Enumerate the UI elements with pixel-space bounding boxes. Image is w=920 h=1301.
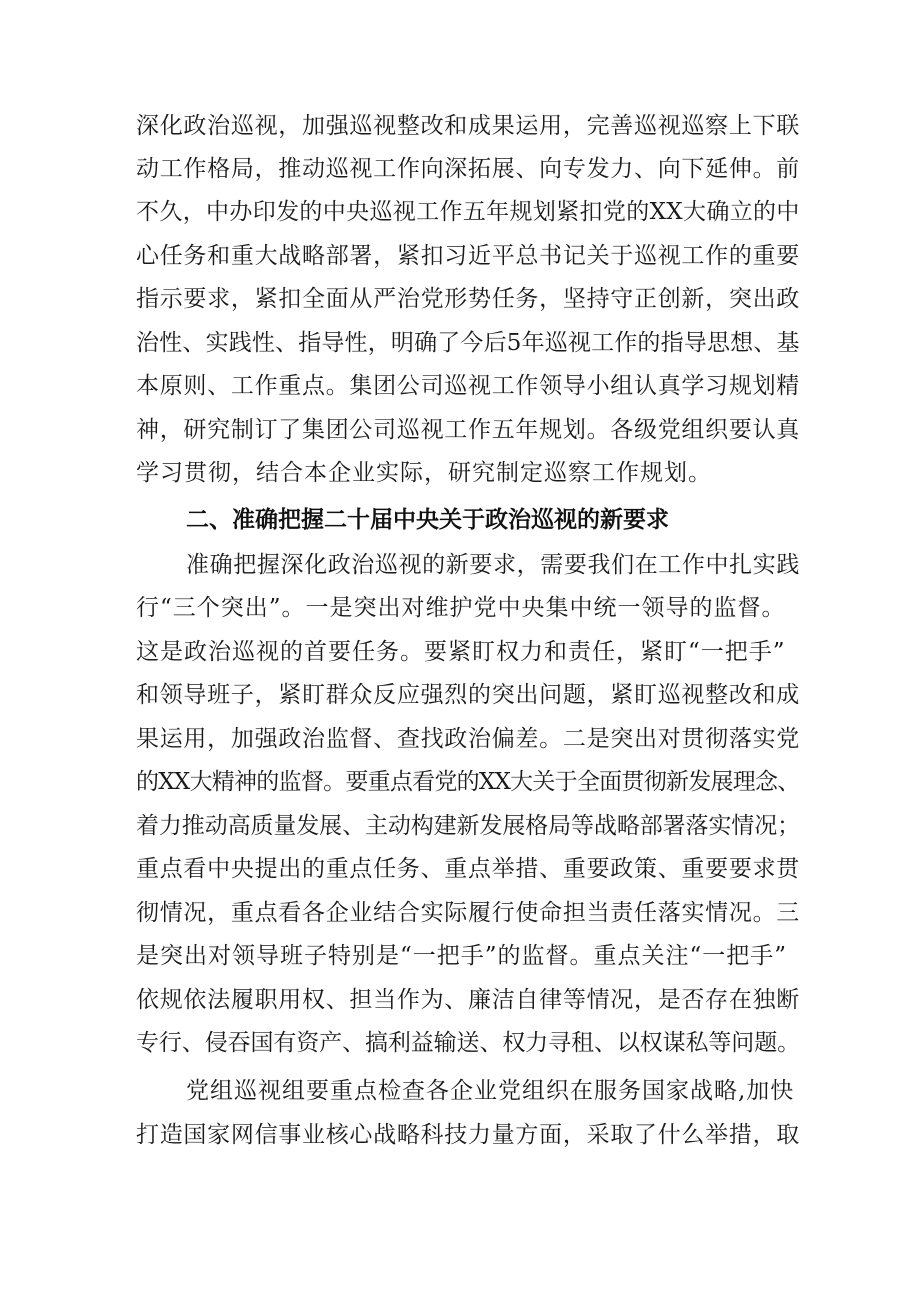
text-line: 依规依法履职用权、担当作为、廉洁自律等情况，是否存在独断: [136, 987, 800, 1013]
text-line: 本原则、工作重点。集团公司巡视工作领导小组认真学习规划精: [136, 373, 800, 399]
text-line: 是突出对领导班子特别是“一把手”的监督。重点关注“一把手”: [136, 943, 788, 969]
text-line: 心任务和重大战略部署，紧扣习近平总书记关于巡视工作的重要: [136, 243, 800, 269]
text-line: 学习贯彻，结合本企业实际，研究制定巡察工作规划。: [136, 460, 712, 486]
text-line: 治性、实践性、指导性，明确了今后5年巡视工作的指导思想、基: [136, 330, 800, 356]
text-line: 彻情况，重点看各企业结合实际履行使命担当责任落实情况。三: [136, 900, 800, 926]
text-line: 着力推动高质量发展、主动构建新发展格局等战略部署落实情况；: [136, 813, 801, 839]
text-line: 的XX大精神的监督。要重点看党的XX大关于全面贯彻新发展理念、: [136, 769, 800, 795]
text-line: 不久，中办印发的中央巡视工作五年规划紧扣党的XX大确立的中: [136, 199, 800, 225]
text-line: 重点看中央提出的重点任务、重点举措、重要政策、重要要求贯: [136, 856, 800, 882]
text-line: 这是政治巡视的首要任务。要紧盯权力和责任，紧盯“一把手”: [136, 639, 786, 665]
text-line: 果运用，加强政治监督、查找政治偏差。二是突出对贯彻落实党: [136, 726, 800, 752]
text-line: 动工作格局，推动巡视工作向深拓展、向专发力、向下延伸。前: [136, 156, 800, 182]
text-line: 党组巡视组要重点检查各企业党组织在服务国家战略,加快: [186, 1078, 795, 1104]
text-line: 神，研究制订了集团公司巡视工作五年规划。各级党组织要认真: [136, 417, 800, 443]
text-line: 深化政治巡视，加强巡视整改和成果运用，完善巡视巡察上下联: [136, 113, 800, 139]
text-line: 和领导班子，紧盯群众反应强烈的突出问题，紧盯巡视整改和成: [136, 682, 800, 708]
text-line: 打造国家网信事业核心战略科技力量方面，采取了什么举措，取: [136, 1122, 800, 1148]
section-heading: 二、准确把握二十届中央关于政治巡视的新要求: [186, 507, 669, 533]
text-line: 行“三个突出”。一是突出对维护党中央集中统一领导的监督。: [136, 595, 786, 621]
text-line: 准确把握深化政治巡视的新要求，需要我们在工作中扎实践: [186, 552, 800, 578]
text-line: 专行、侵吞国有资产、搞利益输送、权力寻租、以权谋私等问题。: [136, 1030, 801, 1056]
text-line: 指示要求，紧扣全面从严治党形势任务，坚持守正创新，突出政: [136, 286, 800, 312]
